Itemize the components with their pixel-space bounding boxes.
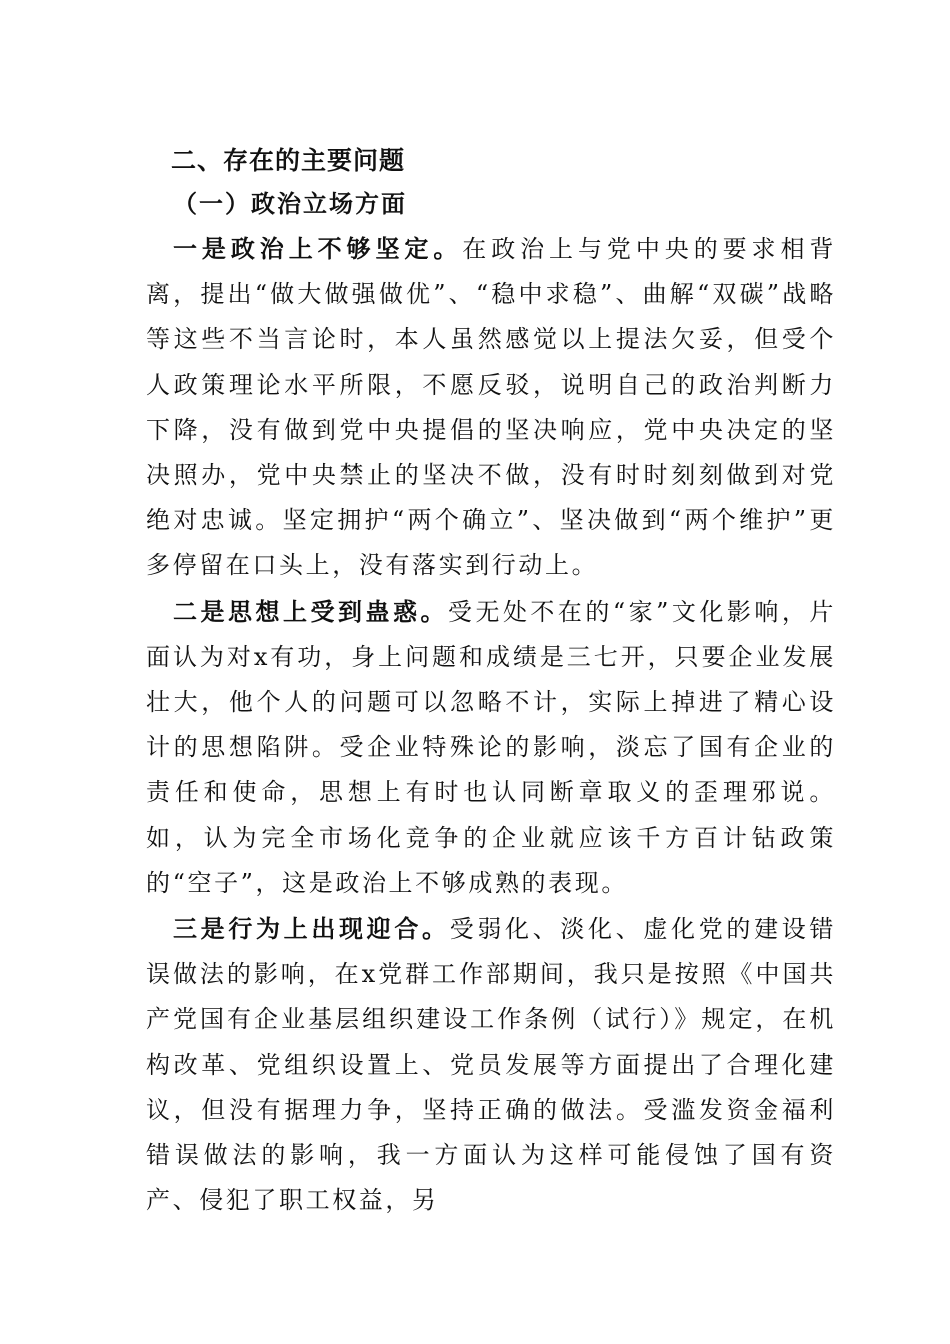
paragraph-behavior-compliance — [146, 906, 836, 1223]
paragraph-text: 受弱化、淡化、虚化党的建设错误做法的影响，在x党群工作部期间，我只是按照《中国共产党国有企业基层组织建设工作条例（试行）》规定，在机构改革、党组织设置上、党员发展等方面提出了合理化建议，但没有据理力争，坚持正确的做法。受滥发资金福利错误做法的影响，我一方面认为这样可能侵蚀了国有资产、侵犯了职工权益，另 — [146, 915, 837, 1215]
paragraph-political-stance — [146, 226, 836, 589]
paragraph-lead: 三是行为上出现迎合。 — [173, 914, 450, 944]
paragraph-lead: 二是思想上受到蛊惑。 — [173, 596, 448, 626]
paragraph-text: 受无处不在的“家”文化影响，片面认为对x有功，身上问题和成绩是三七开，只要企业发展壮大，他个人的问题可以忽略不计，实际上掉进了精心设计的思想陷阱。受企业特殊论的影响，淡忘了国有企业的责任和使命，思想上有时也认同断章取义的歪理邪说。如，认为完全市场化竞争的企业就应该千方百计钻政策的“空子”，这是政治上不够成熟的表现。 — [146, 597, 837, 897]
document-body — [146, 140, 836, 1223]
paragraph-ideological-influence — [146, 589, 836, 906]
subsection-heading: （一）政治立场方面 — [173, 189, 407, 218]
paragraph-lead: 一是政治上不够坚定。 — [173, 234, 463, 263]
paragraph-text: 在政治上与党中央的要求相背离，提出“做大做强做优”、“稳中求稳”、曲解“双碳”战略等这些不当言论时，本人虽然感觉以上提法欠妥，但受个人政策理论水平所限，不愿反驳，说明自己的政治判断力下降，没有做到党中央提倡的坚决响应，党中央决定的坚决照办，党中央禁止的坚决不做，没有时时刻刻做到对党绝对忠诚。坚定拥护“两个确立”、坚决做到“两个维护”更多停留在口头上，没有落实到行动上。 — [146, 235, 837, 580]
section-heading: 二、存在的主要问题 — [171, 146, 406, 175]
